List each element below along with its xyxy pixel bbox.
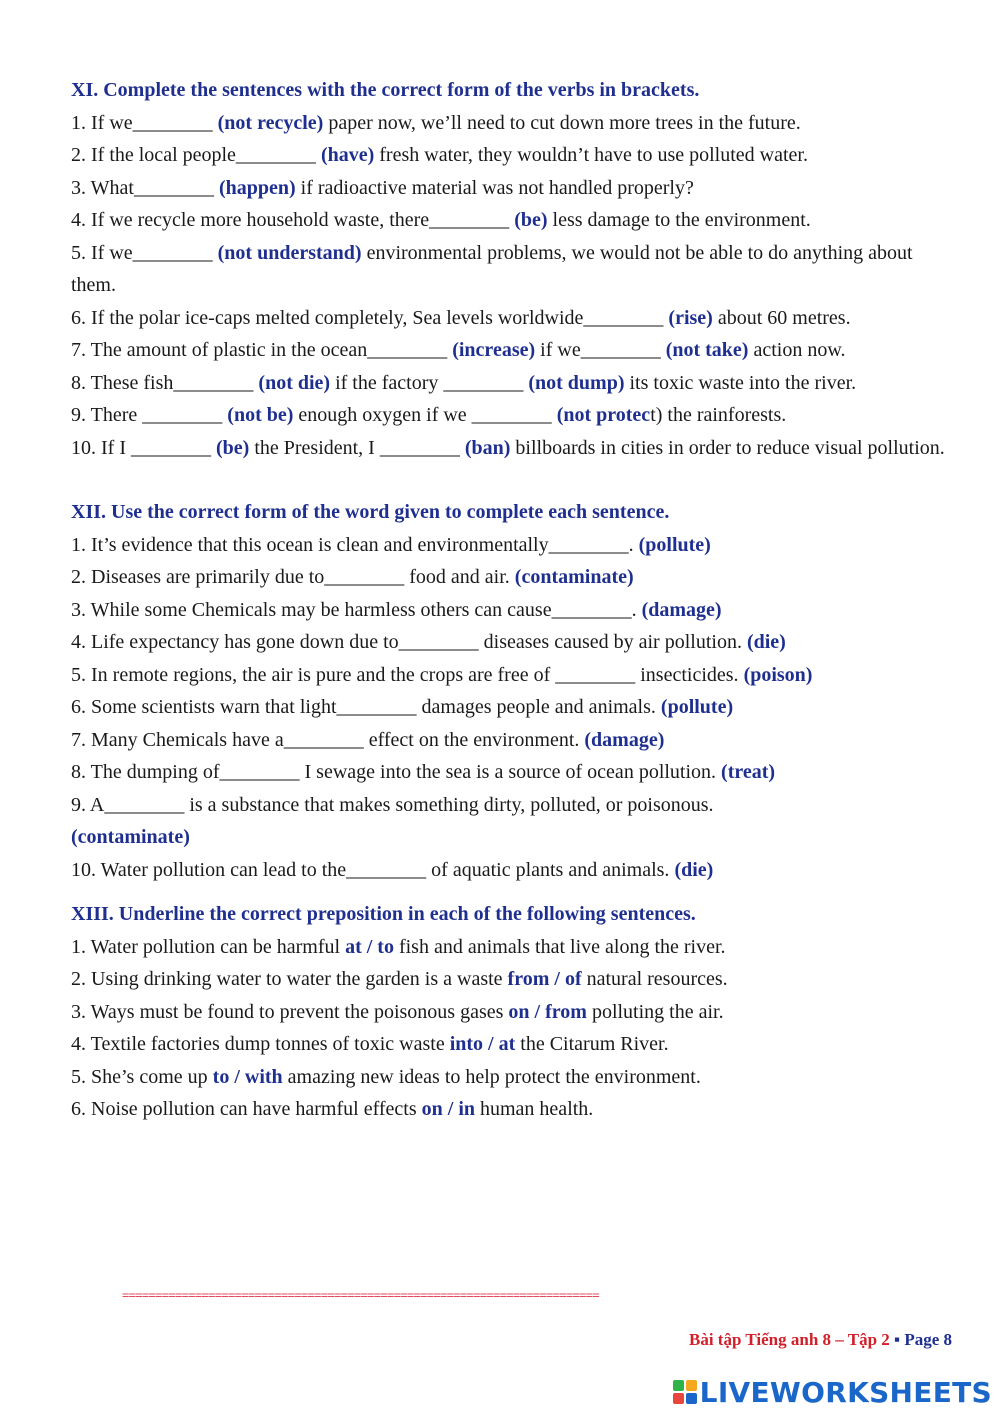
sentence-text: 2. Using drinking water to water the garden is a waste <box>71 968 508 990</box>
exercise-line <box>71 724 951 757</box>
sentence-text: 5. In remote regions, the air is pure and the crops are free of ________ insecticides. <box>71 663 744 686</box>
sentence-text: 3. What________ <box>71 176 219 199</box>
sentence-text: fish and animals that live along the river. <box>393 935 726 958</box>
sentence-text: less damage to the environment. <box>547 209 811 231</box>
sentence-text: if radioactive material was not handled properly? <box>295 176 694 199</box>
hint-text: on / in <box>421 1098 475 1120</box>
sentence-text: 10. If I ________ <box>71 436 216 459</box>
sentence-text: 1. It’s evidence that this ocean is clean and environmentally________. <box>71 533 639 556</box>
section-xi <box>71 74 951 464</box>
hint-text: (contaminate) <box>71 826 190 848</box>
sentence-text: 7. Many Chemicals have a________ effect on the environment. <box>71 728 585 751</box>
sentence-text: 8. The dumping of________ I sewage into the sea is a source of ocean pollution. <box>71 761 722 783</box>
exercise-line <box>71 594 951 627</box>
sentence-text: t) the rainforests. <box>650 404 787 426</box>
hint-text: (pollute) <box>638 533 711 556</box>
exercise-line <box>71 367 951 400</box>
worksheet-page <box>71 74 951 1126</box>
sentence-text: 3. While some Chemicals may be harmless others can cause________. <box>71 598 642 621</box>
exercise-line <box>71 659 951 692</box>
hint-text: (damage) <box>584 728 665 751</box>
sentence-text: the Citarum River. <box>515 1033 669 1055</box>
exercise-line <box>71 1028 951 1061</box>
sentence-text: 2. Diseases are primarily due to________ food and air. <box>71 566 515 588</box>
hint-text: (not die) <box>258 371 331 394</box>
footer-bullet: ▪ <box>889 1330 905 1349</box>
section-xiii-title: XIII. Underline the correct preposition in each of the following sentences. <box>71 903 696 925</box>
exercise-line <box>71 139 951 172</box>
hint-text: (be) <box>215 436 250 459</box>
liveworksheets-logo <box>673 1374 992 1410</box>
exercise-line <box>71 854 951 887</box>
hint-text: (die) <box>746 631 786 653</box>
hint-text: (be) <box>514 209 548 231</box>
hint-text: (have) <box>320 144 375 166</box>
sentence-text: 9. A________ is a substance that makes something dirty, polluted, or poisonous. <box>71 793 714 816</box>
sentence-text: about 60 metres. <box>712 306 851 329</box>
hint-text: (die) <box>674 858 714 881</box>
sentence-text: 8. These fish________ <box>71 371 259 394</box>
sentence-text: 4. Textile factories dump tonnes of toxic waste <box>71 1033 450 1055</box>
sentence-text: the President, I ________ <box>249 436 465 459</box>
hint-text: (not be) <box>227 404 294 426</box>
exercise-line <box>71 334 951 367</box>
sentence-text: 6. Noise pollution can have harmful effects <box>71 1098 422 1120</box>
sentence-text: if the factory ________ <box>330 371 529 394</box>
hint-text: (not protec <box>556 404 651 426</box>
sentence-text: billboards in cities in order to reduce visual pollution. <box>510 436 945 459</box>
hint-text: (treat) <box>721 761 776 783</box>
section-xii-items <box>71 529 951 887</box>
hint-text: (not recycle) <box>217 111 324 134</box>
exercise-line <box>71 789 951 854</box>
page-footer <box>689 1330 952 1350</box>
hint-text: into / at <box>449 1033 516 1055</box>
sentence-text: environmental problems, we would not be able to do anything about them. <box>71 241 913 296</box>
footer-book-title: Bài tập Tiếng anh 8 – Tập 2 <box>689 1330 890 1349</box>
hint-text: at / to <box>345 935 394 958</box>
sentence-text: 9. There ________ <box>71 404 228 426</box>
sentence-text: 1. Water pollution can be harmful <box>71 935 346 958</box>
exercise-line <box>71 399 951 432</box>
sentence-text: 4. Life expectancy has gone down due to________ diseases caused by air pollution. <box>71 631 747 653</box>
exercise-line <box>71 302 951 335</box>
divider-line: ======================================================================== <box>122 1288 599 1302</box>
section-xiii <box>71 898 951 1126</box>
liveworksheets-logo-icon <box>673 1380 697 1404</box>
exercise-line <box>71 432 951 465</box>
exercise-line <box>71 172 951 205</box>
section-xi-title: XI. Complete the sentences with the correct form of the verbs in brackets. <box>71 79 700 101</box>
hint-text: (ban) <box>464 436 511 459</box>
exercise-line <box>71 756 951 789</box>
section-xii <box>71 496 951 886</box>
sentence-text: fresh water, they wouldn’t have to use polluted water. <box>374 144 808 166</box>
sentence-text: action now. <box>748 339 846 361</box>
sentence-text: 5. If we________ <box>71 241 218 264</box>
liveworksheets-logo-text: LIVEWORKSHEETS <box>699 1375 992 1409</box>
sentence-text: natural resources. <box>581 968 728 990</box>
exercise-line <box>71 237 951 302</box>
sentence-text: 10. Water pollution can lead to the________ of aquatic plants and animals. <box>71 858 675 881</box>
exercise-line <box>71 963 951 996</box>
sentence-text: 3. Ways must be found to prevent the poisonous gases <box>71 1000 509 1023</box>
exercise-line <box>71 1093 951 1126</box>
section-xii-title: XII. Use the correct form of the word given to complete each sentence. <box>71 501 670 523</box>
exercise-line <box>71 107 951 140</box>
hint-text: to / with <box>212 1065 283 1088</box>
hint-text: (happen) <box>218 176 296 199</box>
sentence-text: paper now, we’ll need to cut down more trees in the future. <box>323 111 801 134</box>
sentence-text: 2. If the local people________ <box>71 144 321 166</box>
hint-text: (not take) <box>665 339 749 361</box>
footer-page-number: Page 8 <box>904 1330 952 1349</box>
sentence-text: 1. If we________ <box>71 111 218 134</box>
sentence-text: 6. If the polar ice-caps melted completely, Sea levels worldwide________ <box>71 306 669 329</box>
sentence-text: human health. <box>475 1098 594 1120</box>
hint-text: (increase) <box>452 339 536 361</box>
sentence-text: 6. Some scientists warn that light________ damages people and animals. <box>71 696 661 718</box>
hint-text: on / from <box>508 1000 587 1023</box>
exercise-line <box>71 529 951 562</box>
hint-text: from / of <box>507 968 582 990</box>
section-xi-items <box>71 107 951 465</box>
sentence-text: 4. If we recycle more household waste, there________ <box>71 209 515 231</box>
exercise-line <box>71 996 951 1029</box>
hint-text: (not understand) <box>217 241 362 264</box>
hint-text: (damage) <box>641 598 722 621</box>
hint-text: (poison) <box>743 663 813 686</box>
sentence-text: its toxic waste into the river. <box>624 371 857 394</box>
hint-text: (contaminate) <box>514 566 634 588</box>
section-xiii-items <box>71 931 951 1126</box>
sentence-text: enough oxygen if we ________ <box>293 404 557 426</box>
exercise-line <box>71 931 951 964</box>
sentence-text: 5. She’s come up <box>71 1065 213 1088</box>
exercise-line <box>71 1061 951 1094</box>
hint-text: (pollute) <box>660 696 734 718</box>
sentence-text: 7. The amount of plastic in the ocean________ <box>71 339 453 361</box>
hint-text: (not dump) <box>528 371 625 394</box>
hint-text: (rise) <box>668 306 713 329</box>
sentence-text: polluting the air. <box>586 1000 724 1023</box>
exercise-line <box>71 561 951 594</box>
exercise-line <box>71 691 951 724</box>
exercise-line <box>71 204 951 237</box>
sentence-text: amazing new ideas to help protect the environment. <box>282 1065 701 1088</box>
sentence-text: if we________ <box>535 339 666 361</box>
exercise-line <box>71 626 951 659</box>
